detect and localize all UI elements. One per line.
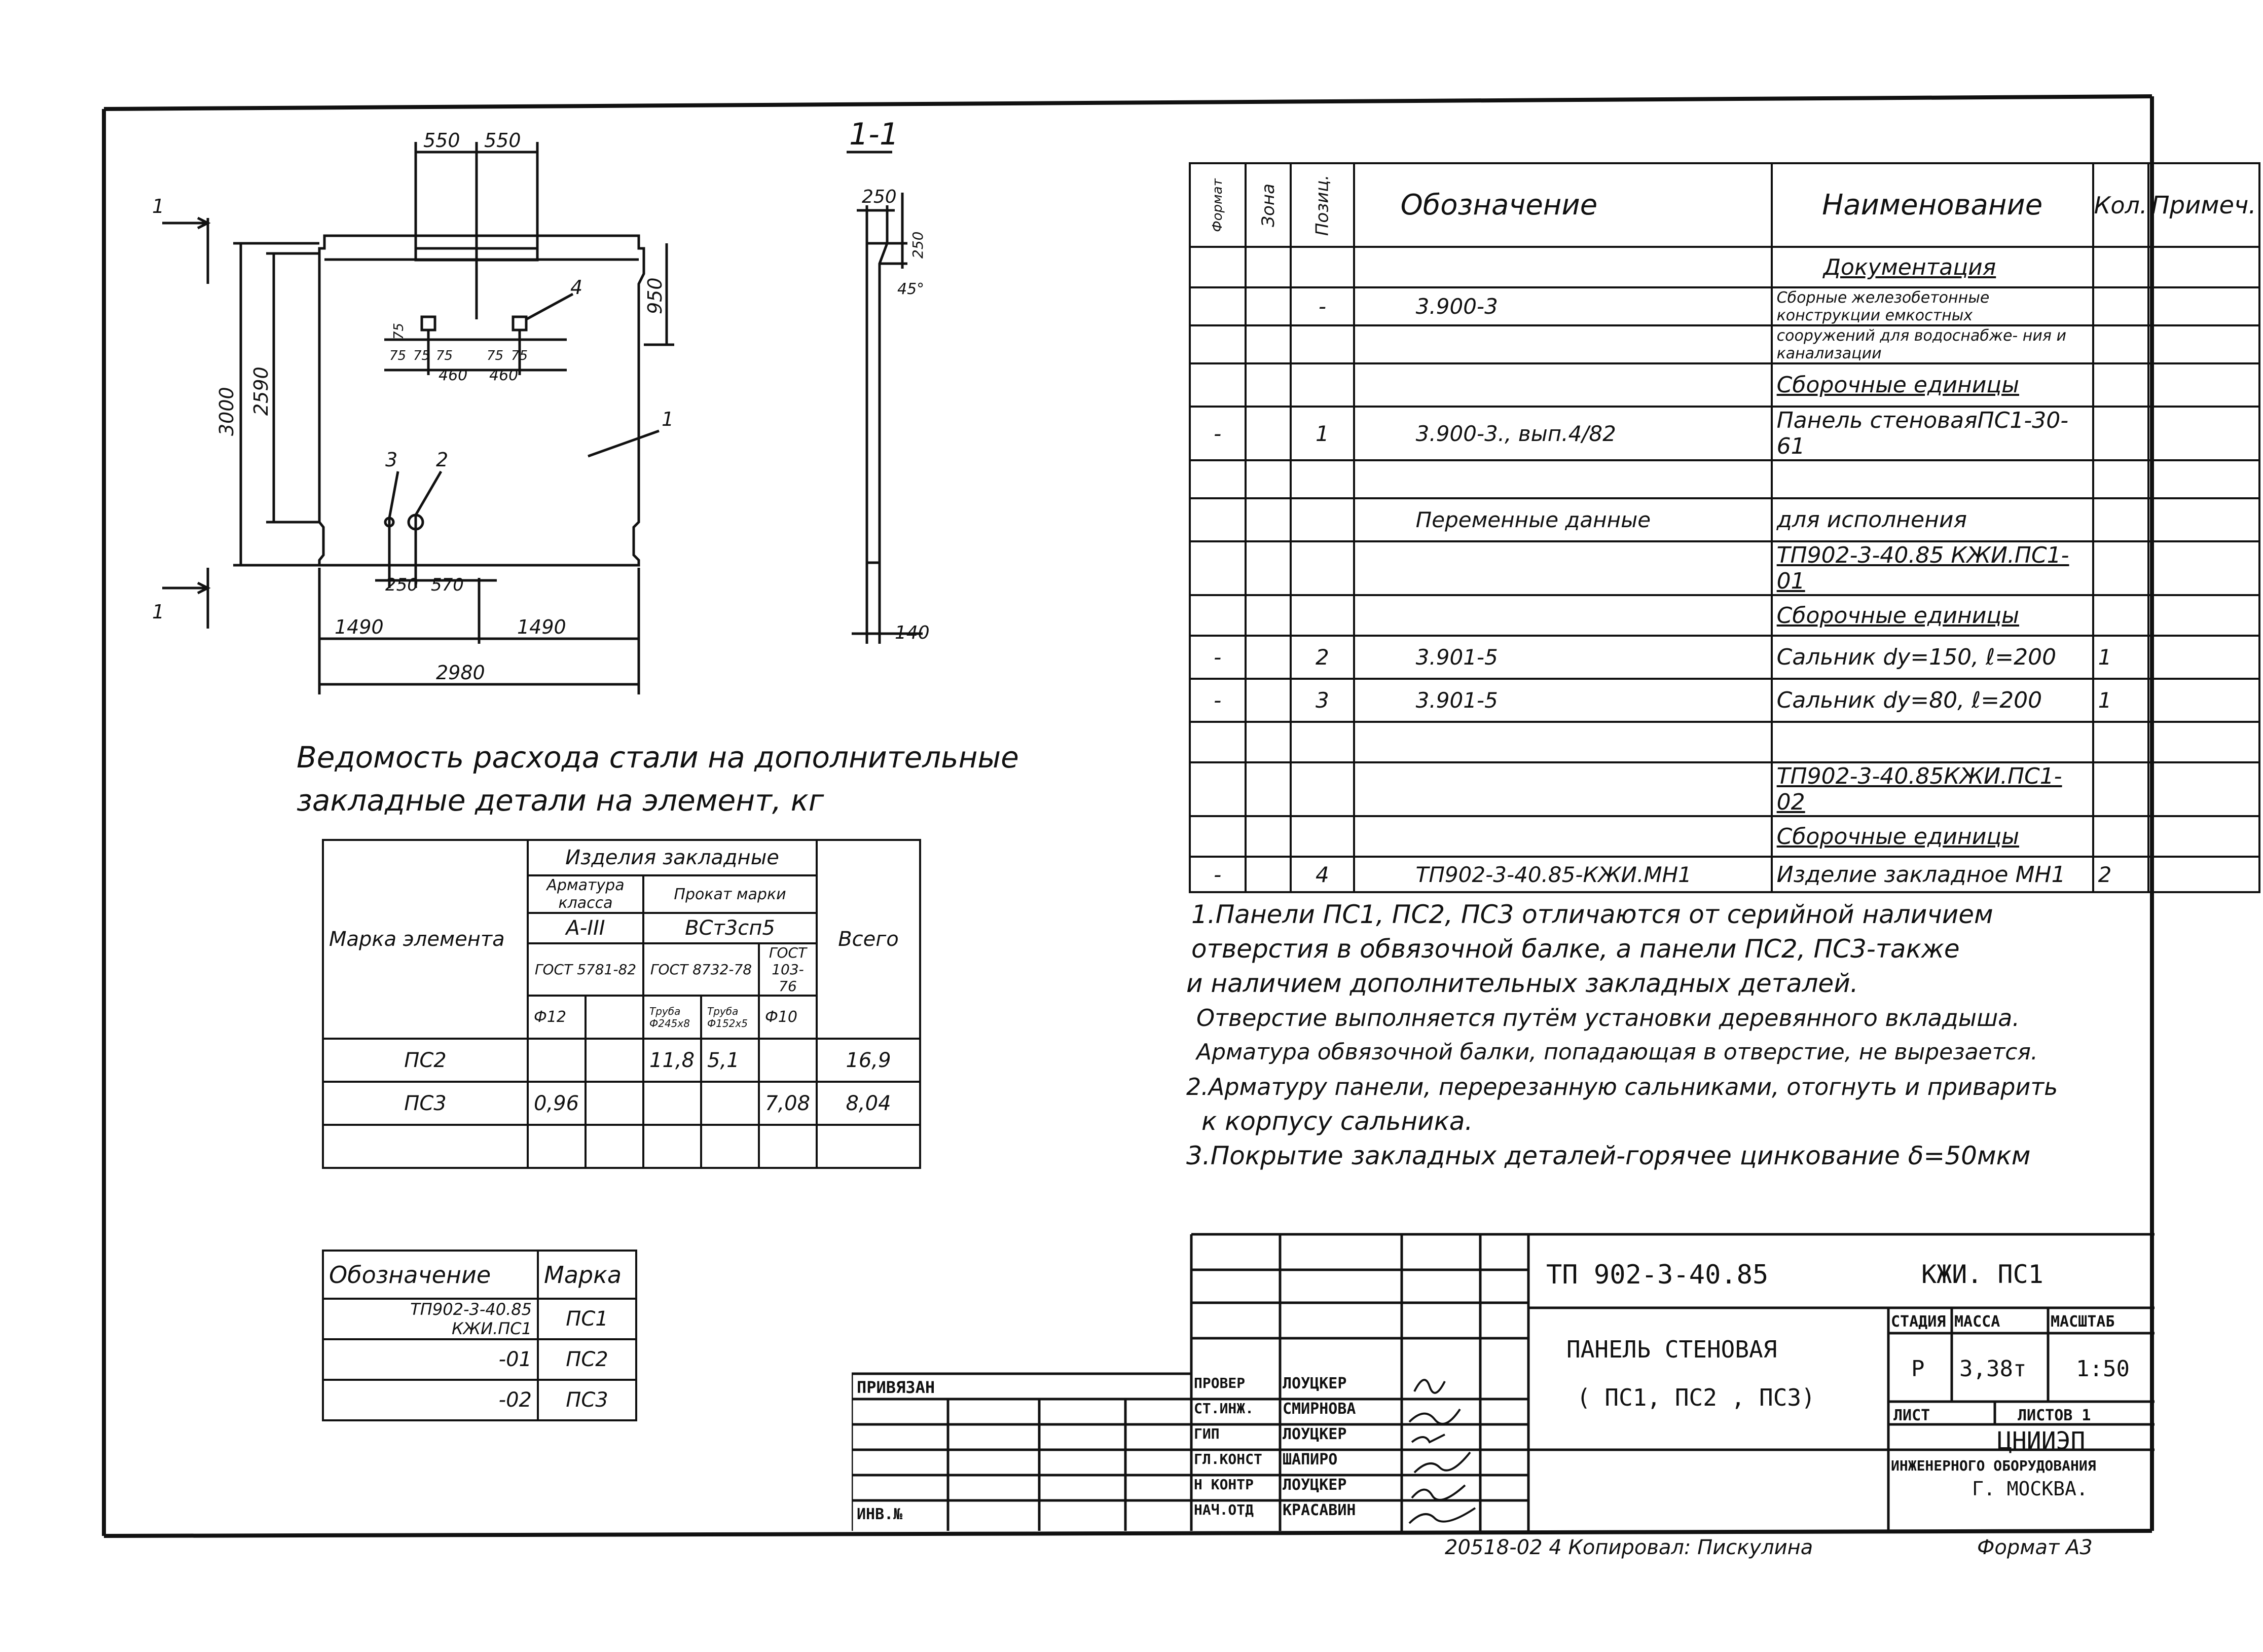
dim-3000: 3000 bbox=[215, 387, 238, 436]
role-name: ШАПИРО bbox=[1283, 1451, 1338, 1469]
dim-section-140: 140 bbox=[895, 622, 930, 643]
dim-section-250: 250 bbox=[862, 187, 897, 207]
diameter-10: Ф10 bbox=[759, 996, 817, 1039]
row-mark: ПС3 bbox=[538, 1380, 636, 1420]
spec-cell-f bbox=[1190, 460, 1246, 498]
spec-cell-p bbox=[1291, 247, 1354, 287]
note-line: Отверстие выполняется путём установки деревянного вкладыша. bbox=[1196, 1004, 2020, 1032]
spec-cell-z bbox=[1246, 287, 1291, 325]
role-name: ЛОУЦКЕР bbox=[1283, 1375, 1347, 1392]
stamp-org-3: Г. МОСКВА. bbox=[1972, 1478, 2088, 1500]
mark-table-designation-header: Обозначение bbox=[323, 1251, 538, 1299]
stamp-mass: 3,38т bbox=[1959, 1356, 2027, 1382]
note-line: 2.Арматуру панели, перерезанную сальниками, отогнуть и приварить bbox=[1186, 1073, 2058, 1100]
stamp-stage: Р bbox=[1911, 1356, 1925, 1382]
spec-cell-n: для исполнения bbox=[1772, 498, 2093, 541]
spec-cell-p: - bbox=[1291, 287, 1354, 325]
spec-cell-z bbox=[1246, 595, 1291, 636]
table-row bbox=[323, 1125, 920, 1168]
spec-cell-p bbox=[1291, 816, 1354, 857]
specification-table bbox=[1189, 162, 2260, 893]
row-total: 16,9 bbox=[817, 1039, 920, 1082]
spec-header-position: Позиц. bbox=[1312, 174, 1333, 236]
spec-cell-z bbox=[1246, 325, 1291, 363]
row-value: 5,1 bbox=[701, 1039, 759, 1082]
section-1-1-drawing bbox=[821, 117, 973, 679]
callout-3: 3 bbox=[385, 449, 398, 471]
dim-250: 250 bbox=[385, 575, 418, 595]
pipe-245: Труба Ф245х8 bbox=[643, 996, 701, 1039]
row-designation: -02 bbox=[323, 1380, 538, 1420]
spec-cell-z bbox=[1246, 363, 1291, 407]
row-value bbox=[586, 1082, 643, 1125]
spec-cell-p bbox=[1291, 541, 1354, 595]
spec-cell-q bbox=[2093, 762, 2148, 816]
spec-cell-m bbox=[2148, 595, 2259, 636]
spec-cell-q: 1 bbox=[2093, 679, 2148, 722]
spec-cell-f: - bbox=[1190, 857, 1246, 892]
spec-cell-d bbox=[1354, 722, 1772, 762]
role-title: ГИП bbox=[1194, 1425, 1220, 1442]
steel-table-title-line-1: Ведомость расхода стали на дополнительные bbox=[297, 740, 1019, 775]
dim-2590: 2590 bbox=[250, 366, 272, 416]
spec-cell-m bbox=[2148, 460, 2259, 498]
spec-cell-n: Панель стеноваяПС1-30-61 bbox=[1772, 407, 2093, 460]
spec-cell-n: ТП902-3-40.85 КЖИ.ПС1-01 bbox=[1772, 541, 2093, 595]
steel-consumption-table bbox=[322, 839, 921, 1169]
role-name: КРАСАВИН bbox=[1283, 1501, 1356, 1519]
dim-75-a: 75 bbox=[389, 348, 407, 363]
spec-cell-z bbox=[1246, 636, 1291, 679]
spec-cell-f: - bbox=[1190, 679, 1246, 722]
signatures bbox=[1404, 1371, 1531, 1533]
spec-row bbox=[1190, 460, 2259, 498]
spec-header-zone: Зона bbox=[1258, 183, 1279, 227]
footer-format: Формат А3 bbox=[1977, 1536, 2093, 1559]
empty-cell bbox=[586, 996, 643, 1039]
spec-cell-d: 3.900-3., вып.4/82 bbox=[1354, 407, 1772, 460]
stamp-sheet-code: КЖИ. ПС1 bbox=[1921, 1260, 2043, 1289]
spec-cell-z bbox=[1246, 762, 1291, 816]
spec-cell-f bbox=[1190, 595, 1246, 636]
spec-cell-d bbox=[1354, 460, 1772, 498]
mark-table bbox=[322, 1250, 637, 1421]
dim-75-e: 75 bbox=[511, 348, 528, 363]
spec-cell-f bbox=[1190, 762, 1246, 816]
role-row bbox=[1194, 1375, 1356, 1400]
spec-cell-m bbox=[2148, 857, 2259, 892]
group-header: Изделия закладные bbox=[528, 840, 817, 875]
callout-1: 1 bbox=[662, 408, 674, 430]
row-value bbox=[643, 1125, 701, 1168]
spec-cell-n: Сальник dу=150, ℓ=200 bbox=[1772, 636, 2093, 679]
spec-row bbox=[1190, 857, 2259, 892]
steel-table-title-line-2: закладные детали на элемент, кг bbox=[297, 783, 824, 818]
row-mark bbox=[323, 1125, 528, 1168]
spec-cell-d: 3.900-3 bbox=[1354, 287, 1772, 325]
stamp-scale: 1:50 bbox=[2076, 1356, 2130, 1382]
spec-cell-d: 3.901-5 bbox=[1354, 679, 1772, 722]
spec-row bbox=[1190, 407, 2259, 460]
spec-cell-f bbox=[1190, 325, 1246, 363]
total-header: Всего bbox=[817, 840, 920, 1039]
dim-75-f: 75 bbox=[391, 322, 407, 340]
role-title: ПРОВЕР bbox=[1194, 1375, 1246, 1391]
spec-header-name: Наименование bbox=[1772, 163, 2093, 247]
spec-cell-q bbox=[2093, 722, 2148, 762]
callout-4: 4 bbox=[570, 276, 583, 299]
role-title: ГЛ.КОНСТ bbox=[1194, 1451, 1262, 1467]
spec-cell-n bbox=[1772, 460, 2093, 498]
spec-row bbox=[1190, 636, 2259, 679]
role-row bbox=[1194, 1400, 1356, 1425]
stamp-mass-header: МАССА bbox=[1954, 1313, 2000, 1331]
stamp-privyazan: ПРИВЯЗАН bbox=[857, 1378, 935, 1397]
spec-cell-p bbox=[1291, 325, 1354, 363]
spec-cell-d bbox=[1354, 541, 1772, 595]
row-value bbox=[528, 1125, 586, 1168]
spec-cell-d bbox=[1354, 816, 1772, 857]
stamp-sheet: ЛИСТ bbox=[1893, 1407, 1930, 1424]
dim-550-right: 550 bbox=[484, 129, 521, 152]
spec-cell-n: Сборочные единицы bbox=[1772, 363, 2093, 407]
spec-cell-n: Сальник dу=80, ℓ=200 bbox=[1772, 679, 2093, 722]
spec-cell-f: - bbox=[1190, 407, 1246, 460]
steel-grade: ВСт3сп5 bbox=[643, 913, 817, 943]
row-value: 7,08 bbox=[759, 1082, 817, 1125]
row-value bbox=[586, 1125, 643, 1168]
gost-5781: ГОСТ 5781-82 bbox=[528, 943, 643, 996]
spec-cell-z bbox=[1246, 247, 1291, 287]
spec-cell-n: Изделие закладное МН1 bbox=[1772, 857, 2093, 892]
note-line: 1.Панели ПС1, ПС2, ПС3 отличаются от серийной наличием bbox=[1191, 900, 1993, 929]
role-name: СМИРНОВА bbox=[1283, 1400, 1356, 1418]
note-line: Арматура обвязочной балки, попадающая в отверстие, не вырезается. bbox=[1196, 1039, 2038, 1065]
row-value bbox=[586, 1039, 643, 1082]
spec-cell-d bbox=[1354, 325, 1772, 363]
role-row bbox=[1194, 1501, 1356, 1527]
spec-cell-q: 1 bbox=[2093, 636, 2148, 679]
spec-cell-d bbox=[1354, 595, 1772, 636]
dim-1490-right: 1490 bbox=[517, 616, 566, 638]
spec-cell-q bbox=[2093, 541, 2148, 595]
spec-header-format: Формат bbox=[1210, 178, 1225, 232]
role-title: Н КОНТР bbox=[1194, 1476, 1254, 1493]
spec-cell-p bbox=[1291, 363, 1354, 407]
spec-cell-m bbox=[2148, 636, 2259, 679]
notes-block bbox=[1186, 897, 2058, 1173]
spec-cell-m bbox=[2148, 325, 2259, 363]
spec-cell-z bbox=[1246, 498, 1291, 541]
class-value: А-III bbox=[528, 913, 643, 943]
spec-cell-m bbox=[2148, 762, 2259, 816]
spec-cell-n: Документация bbox=[1772, 247, 2093, 287]
row-mark: ПС1 bbox=[538, 1299, 636, 1339]
spec-cell-d: ТП902-3-40.85-КЖИ.МН1 bbox=[1354, 857, 1772, 892]
spec-cell-q bbox=[2093, 498, 2148, 541]
stamp-inv: ИНВ.№ bbox=[857, 1506, 903, 1523]
row-mark: ПС3 bbox=[323, 1082, 528, 1125]
role-title: НАЧ.ОТД bbox=[1194, 1501, 1254, 1518]
spec-cell-d: Переменные данные bbox=[1354, 498, 1772, 541]
stamp-org-1: ЦНИИЭП bbox=[1997, 1427, 2086, 1455]
stamp-scale-header: МАСШТАБ bbox=[2051, 1313, 2115, 1331]
table-row bbox=[323, 1299, 636, 1339]
spec-cell-f bbox=[1190, 498, 1246, 541]
spec-cell-q bbox=[2093, 325, 2148, 363]
spec-cell-p: 3 bbox=[1291, 679, 1354, 722]
spec-cell-m bbox=[2148, 407, 2259, 460]
role-row bbox=[1194, 1451, 1356, 1476]
spec-cell-m bbox=[2148, 722, 2259, 762]
spec-cell-f: - bbox=[1190, 636, 1246, 679]
spec-cell-n: сооружений для водоснабже- ния и канализации bbox=[1772, 325, 2093, 363]
spec-cell-p bbox=[1291, 498, 1354, 541]
note-line: к корпусу сальника. bbox=[1201, 1107, 1473, 1136]
note-line: и наличием дополнительных закладных деталей. bbox=[1186, 969, 1858, 998]
spec-header-qty: Кол. bbox=[2093, 163, 2148, 247]
stamp-roles bbox=[1194, 1375, 1356, 1527]
spec-cell-f bbox=[1190, 816, 1246, 857]
spec-cell-p: 1 bbox=[1291, 407, 1354, 460]
spec-cell-z bbox=[1246, 857, 1291, 892]
dim-1490-left: 1490 bbox=[335, 616, 384, 638]
row-mark: ПС2 bbox=[323, 1039, 528, 1082]
spec-cell-f bbox=[1190, 247, 1246, 287]
spec-cell-z bbox=[1246, 679, 1291, 722]
spec-cell-n bbox=[1772, 722, 2093, 762]
row-value bbox=[759, 1125, 817, 1168]
spec-header-designation: Обозначение bbox=[1354, 163, 1772, 247]
spec-cell-m bbox=[2148, 816, 2259, 857]
spec-cell-n: ТП902-3-40.85КЖИ.ПС1-02 bbox=[1772, 762, 2093, 816]
stamp-org-2: ИНЖЕНЕРНОГО ОБОРУДОВАНИЯ bbox=[1891, 1457, 2096, 1474]
row-mark: ПС2 bbox=[538, 1339, 636, 1380]
row-value: 0,96 bbox=[528, 1082, 586, 1125]
spec-row bbox=[1190, 247, 2259, 287]
spec-cell-n: Сборочные единицы bbox=[1772, 816, 2093, 857]
footer-copy: 20518-02 4 Копировал: Пискулина bbox=[1445, 1536, 1813, 1559]
row-value bbox=[643, 1082, 701, 1125]
spec-cell-f bbox=[1190, 541, 1246, 595]
stamp-title-2: ( ПС1, ПС2 , ПС3) bbox=[1577, 1384, 1815, 1411]
spec-cell-p bbox=[1291, 595, 1354, 636]
spec-row bbox=[1190, 541, 2259, 595]
dim-75-d: 75 bbox=[487, 348, 504, 363]
row-total: 8,04 bbox=[817, 1082, 920, 1125]
table-row bbox=[323, 1380, 636, 1420]
spec-cell-z bbox=[1246, 722, 1291, 762]
spec-cell-m bbox=[2148, 247, 2259, 287]
spec-cell-p: 2 bbox=[1291, 636, 1354, 679]
spec-cell-p: 4 bbox=[1291, 857, 1354, 892]
section-title: 1-1 bbox=[849, 117, 899, 152]
spec-cell-m bbox=[2148, 287, 2259, 325]
mark-column-header: Марка элемента bbox=[323, 840, 528, 1039]
spec-cell-q bbox=[2093, 595, 2148, 636]
spec-header-note: Примеч. bbox=[2148, 163, 2259, 247]
row-value bbox=[701, 1082, 759, 1125]
dim-950: 950 bbox=[644, 277, 666, 314]
spec-cell-m bbox=[2148, 498, 2259, 541]
stamp-stage-header: СТАДИЯ bbox=[1891, 1313, 1946, 1331]
role-name: ЛОУЦКЕР bbox=[1283, 1476, 1347, 1494]
spec-cell-q bbox=[2093, 460, 2148, 498]
spec-cell-q bbox=[2093, 287, 2148, 325]
spec-cell-q: 2 bbox=[2093, 857, 2148, 892]
spec-cell-p bbox=[1291, 722, 1354, 762]
row-value: 11,8 bbox=[643, 1039, 701, 1082]
row-value bbox=[528, 1039, 586, 1082]
dim-75-b: 75 bbox=[413, 348, 430, 363]
spec-row bbox=[1190, 762, 2259, 816]
callout-2: 2 bbox=[436, 449, 449, 471]
spec-row bbox=[1190, 722, 2259, 762]
spec-row bbox=[1190, 679, 2259, 722]
spec-cell-d bbox=[1354, 247, 1772, 287]
stamp-sheets: ЛИСТОВ 1 bbox=[2018, 1407, 2091, 1424]
spec-cell-n: Сборочные единицы bbox=[1772, 595, 2093, 636]
spec-cell-z bbox=[1246, 407, 1291, 460]
diameter-12: Ф12 bbox=[528, 996, 586, 1039]
role-row bbox=[1194, 1476, 1356, 1501]
role-title: СТ.ИНЖ. bbox=[1194, 1400, 1254, 1417]
spec-cell-m bbox=[2148, 679, 2259, 722]
note-line: 3.Покрытие закладных деталей-горячее цинкование δ=50мкм bbox=[1186, 1141, 2031, 1170]
spec-cell-d bbox=[1354, 363, 1772, 407]
spec-cell-d bbox=[1354, 762, 1772, 816]
section-mark-top: 1 bbox=[152, 195, 165, 217]
spec-cell-m bbox=[2148, 363, 2259, 407]
spec-cell-z bbox=[1246, 460, 1291, 498]
spec-row bbox=[1190, 287, 2259, 325]
dim-460-b: 460 bbox=[489, 366, 519, 384]
table-row bbox=[323, 1339, 636, 1380]
dim-75-c: 75 bbox=[436, 348, 453, 363]
spec-cell-m bbox=[2148, 541, 2259, 595]
rolled-header: Прокат марки bbox=[643, 875, 817, 913]
gost-103: ГОСТ 103-76 bbox=[759, 943, 817, 996]
row-value bbox=[701, 1125, 759, 1168]
stamp-code: ТП 902-3-40.85 bbox=[1546, 1260, 1769, 1290]
table-row bbox=[323, 1039, 920, 1082]
spec-cell-q bbox=[2093, 816, 2148, 857]
table-row bbox=[323, 1082, 920, 1125]
armature-header: Арматура класса bbox=[528, 875, 643, 913]
spec-cell-q bbox=[2093, 247, 2148, 287]
mark-table-mark-header: Марка bbox=[538, 1251, 636, 1299]
role-name: ЛОУЦКЕР bbox=[1283, 1425, 1347, 1443]
stamp-title-1: ПАНЕЛЬ СТЕНОВАЯ bbox=[1566, 1336, 1777, 1363]
spec-cell-f bbox=[1190, 363, 1246, 407]
dim-570: 570 bbox=[431, 575, 464, 595]
spec-cell-d: 3.901-5 bbox=[1354, 636, 1772, 679]
row-designation: ТП902-3-40.85 КЖИ.ПС1 bbox=[323, 1299, 538, 1339]
dim-section-angle: 45° bbox=[897, 280, 925, 298]
spec-cell-n: Сборные железобетонные конструкции емкостных bbox=[1772, 287, 2093, 325]
spec-cell-z bbox=[1246, 541, 1291, 595]
spec-row bbox=[1190, 498, 2259, 541]
note-line: отверстия в обвязочной балке, а панели ПС2, ПС3-также bbox=[1191, 934, 1960, 964]
section-mark-bottom: 1 bbox=[152, 601, 165, 623]
dim-2980: 2980 bbox=[436, 662, 485, 684]
spec-row bbox=[1190, 816, 2259, 857]
spec-cell-f bbox=[1190, 722, 1246, 762]
gost-8732: ГОСТ 8732-78 bbox=[643, 943, 759, 996]
spec-row bbox=[1190, 363, 2259, 407]
spec-cell-q bbox=[2093, 407, 2148, 460]
panel-elevation-drawing bbox=[132, 122, 791, 730]
spec-cell-p bbox=[1291, 460, 1354, 498]
spec-cell-p bbox=[1291, 762, 1354, 816]
spec-cell-z bbox=[1246, 816, 1291, 857]
spec-row bbox=[1190, 325, 2259, 363]
dim-460-a: 460 bbox=[439, 366, 468, 384]
row-designation: -01 bbox=[323, 1339, 538, 1380]
row-value bbox=[759, 1039, 817, 1082]
role-row bbox=[1194, 1425, 1356, 1451]
row-total bbox=[817, 1125, 920, 1168]
pipe-152: Труба Ф152х5 bbox=[701, 996, 759, 1039]
spec-row bbox=[1190, 595, 2259, 636]
dim-section-chamfer: 250 bbox=[909, 231, 926, 259]
spec-cell-q bbox=[2093, 363, 2148, 407]
dim-550-left: 550 bbox=[423, 129, 460, 152]
spec-cell-f bbox=[1190, 287, 1246, 325]
